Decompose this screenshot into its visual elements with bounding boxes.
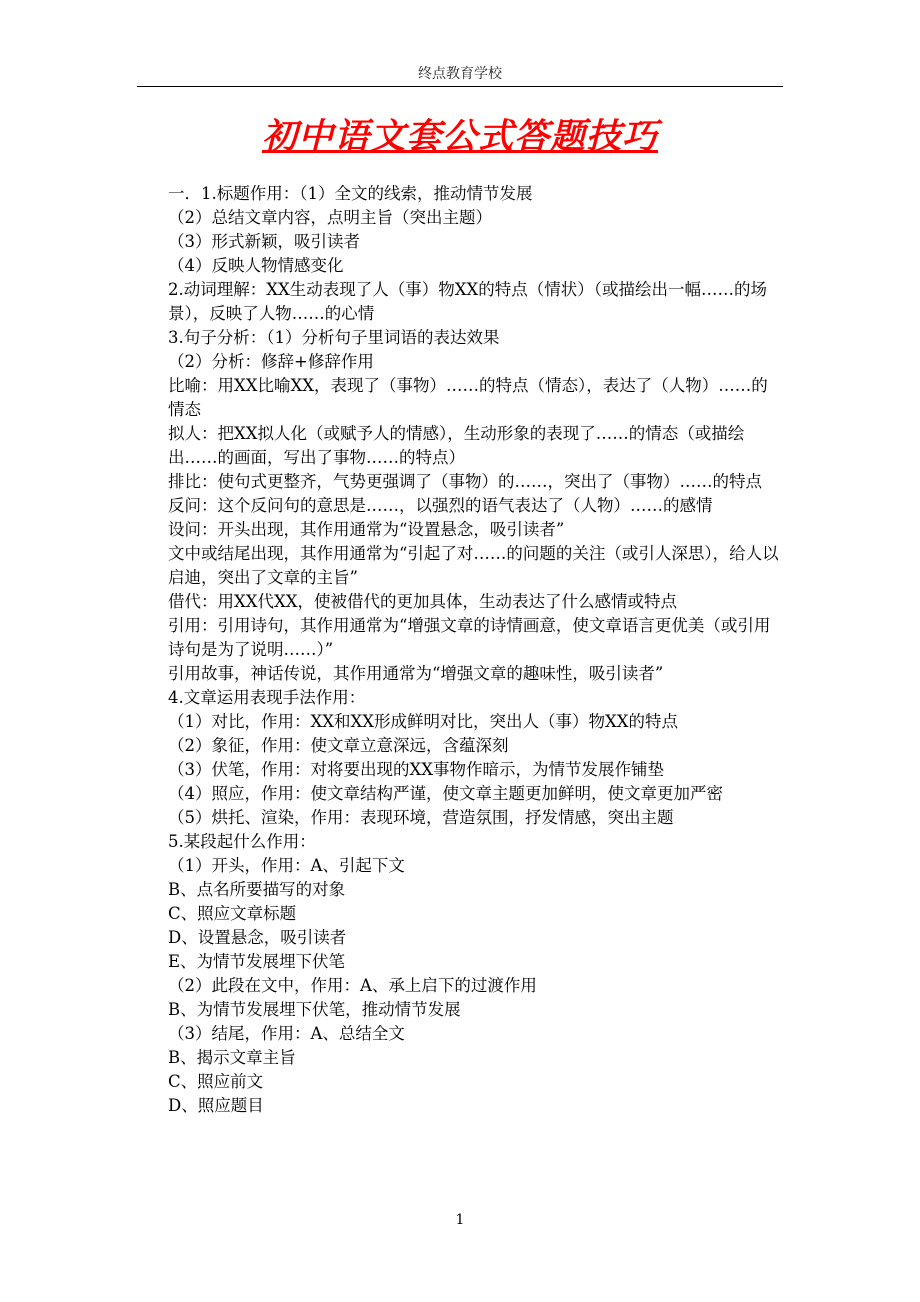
body-line: （4）照应，作用：使文章结构严谨，使文章主题更加鲜明，使文章更加严密 xyxy=(168,784,723,803)
body-line: 排比：使句式更整齐，气势更强调了（事物）的……，突出了（事物）……的特点 xyxy=(168,472,762,491)
body-line: 拟人：把XX拟人化（或赋予人的情感），生动形象的表现了……的情态（或描绘出……的画面，写出了事物……的特点） xyxy=(168,424,745,467)
body-line: 3.句子分析：（1）分析句子里词语的表达效果 xyxy=(168,328,500,347)
page-number: 1 xyxy=(455,1212,465,1228)
body-line: 引用故事，神话传说，其作用通常为“增强文章的趣味性，吸引读者” xyxy=(168,664,664,683)
body-line: （3）结尾，作用：A、总结全文 xyxy=(168,1024,405,1043)
document-body xyxy=(168,182,782,1118)
body-line: （5）烘托、渲染，作用：表现环境，营造氛围，抒发情感，突出主题 xyxy=(168,808,674,827)
body-line: 比喻：用XX比喻XX，表现了（事物）……的特点（情态），表达了（人物）……的情态 xyxy=(168,376,768,419)
body-line: 引用：引用诗句，其作用通常为“增强文章的诗情画意，使文章语言更优美（或引用诗句是为了说明……）” xyxy=(168,616,771,659)
header-divider xyxy=(137,86,783,87)
body-line: （3）形式新颖，吸引读者 xyxy=(168,232,360,251)
body-line: C、照应前文 xyxy=(168,1072,264,1091)
body-line: （1）对比，作用：XX和XX形成鲜明对比，突出人（事）物XX的特点 xyxy=(168,712,678,731)
body-line: B、点名所要描写的对象 xyxy=(168,880,346,899)
body-line: E、为情节发展埋下伏笔 xyxy=(168,952,346,971)
body-line: 借代：用XX代XX，使被借代的更加具体，生动表达了什么感情或特点 xyxy=(168,592,677,611)
body-line: （2）总结文章内容，点明主旨（突出主题） xyxy=(168,208,492,227)
body-line: 4.文章运用表现手法作用： xyxy=(168,688,366,707)
body-line: （2）此段在文中，作用：A、承上启下的过渡作用 xyxy=(168,976,537,995)
body-line: 文中或结尾出现，其作用通常为“引起了对……的问题的关注（或引人深思），给人以启迪，突出了文章的主旨” xyxy=(168,544,779,587)
body-line: 反问：这个反问句的意思是……，以强烈的语气表达了（人物）……的感情 xyxy=(168,496,713,515)
body-line: （4）反映人物情感变化 xyxy=(168,256,344,275)
body-line: 5.某段起什么作用： xyxy=(168,832,316,851)
body-line: （3）伏笔，作用：对将要出现的XX事物作暗示，为情节发展作铺垫 xyxy=(168,760,664,779)
body-line: C、照应文章标题 xyxy=(168,904,297,923)
body-line: B、揭示文章主旨 xyxy=(168,1048,296,1067)
document-title: 初中语文套公式答题技巧 xyxy=(261,117,658,157)
body-line: （2）象征，作用：使文章立意深远，含蕴深刻 xyxy=(168,736,509,755)
body-line: 设问：开头出现，其作用通常为“设置悬念，吸引读者” xyxy=(168,520,565,539)
body-line: （1）开头，作用：A、引起下文 xyxy=(168,856,405,875)
body-line: 2.动词理解：XX生动表现了人（事）物XX的特点（情状）（或描绘出一幅……的场景），反映了人物……的心情 xyxy=(168,280,767,323)
body-line: 一．1.标题作用：（1）全文的线索，推动情节发展 xyxy=(168,184,533,203)
body-line: D、设置悬念，吸引读者 xyxy=(168,928,347,947)
page-header: 终点教育学校 xyxy=(418,66,502,82)
body-line: B、为情节发展埋下伏笔，推动情节发展 xyxy=(168,1000,461,1019)
body-line: D、照应题目 xyxy=(168,1096,264,1115)
body-line: （2）分析：修辞+修辞作用 xyxy=(168,352,374,371)
